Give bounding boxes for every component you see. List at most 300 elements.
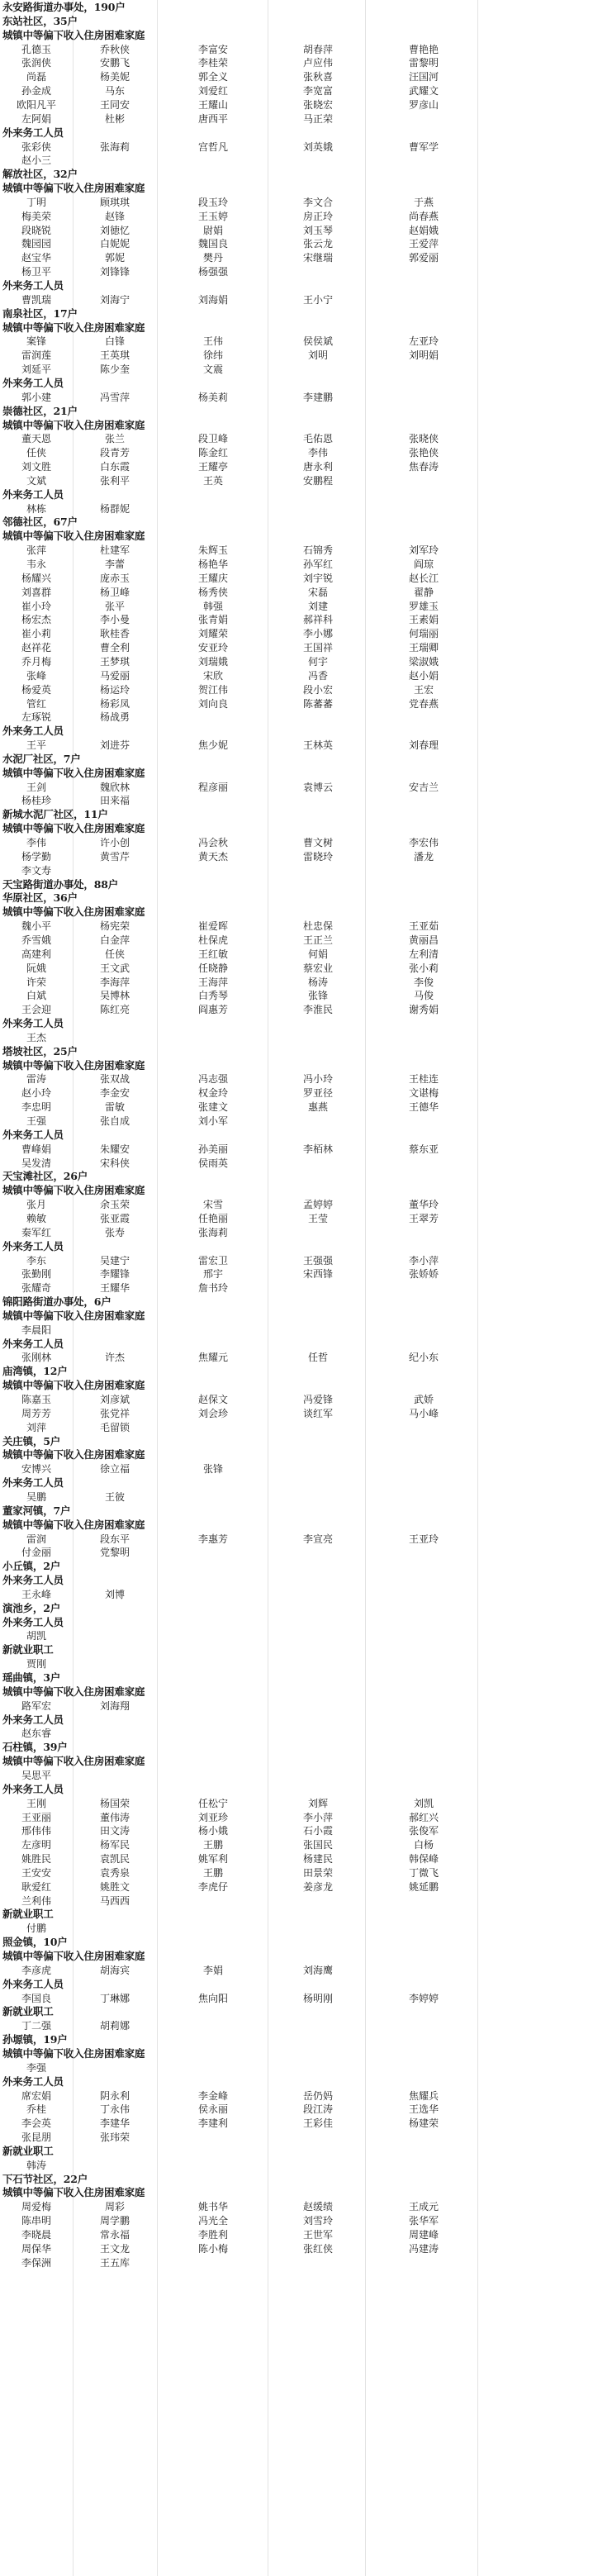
name-cell: 杜建军 — [99, 544, 130, 557]
name-cell: 李金安 — [99, 1087, 130, 1100]
name-cell: 安鹏程 — [302, 474, 333, 487]
section-heading-row — [0, 1504, 593, 1518]
name-cell: 胡莉娜 — [99, 2020, 130, 2032]
name-list-row — [0, 43, 593, 56]
name-cell: 党春燕 — [408, 697, 439, 710]
name-cell: 何宇 — [307, 655, 328, 668]
name-cell: 段玉玲 — [197, 196, 228, 208]
name-cell: 左彦明 — [21, 1839, 51, 1851]
name-list-row — [0, 349, 593, 362]
name-list-row — [0, 363, 593, 376]
name-cell: 吴建宁 — [99, 1254, 130, 1267]
name-cell: 罗彦山 — [408, 98, 439, 111]
name-cell: 李彦虎 — [21, 1964, 51, 1976]
name-cell: 郝红兴 — [408, 1811, 439, 1823]
name-cell: 李文合 — [302, 196, 333, 208]
name-cell: 王瑞卿 — [408, 642, 439, 654]
name-cell: 张利平 — [99, 474, 130, 487]
name-cell: 尚春燕 — [408, 210, 439, 222]
name-cell: 张昆朋 — [21, 2132, 51, 2144]
name-cell: 王亚丽 — [21, 1811, 51, 1823]
name-cell: 杨耀兴 — [21, 572, 51, 584]
section-heading-row — [0, 1184, 593, 1197]
name-cell: 付金丽 — [21, 1547, 51, 1559]
name-list-row — [0, 432, 593, 445]
name-cell: 于燕 — [413, 196, 434, 208]
section-heading-row — [0, 725, 593, 738]
name-cell: 杨美妮 — [99, 71, 130, 83]
name-cell: 张勤刚 — [21, 1268, 51, 1281]
section-heading-row — [0, 2186, 593, 2199]
name-cell: 李俊 — [413, 976, 434, 988]
name-list-row — [0, 948, 593, 961]
name-cell: 王海萍 — [197, 976, 228, 988]
name-cell: 姜彦龙 — [302, 1880, 333, 1893]
section-heading: 外来务工人员 — [2, 1713, 64, 1726]
section-heading-row — [0, 321, 593, 335]
section-heading: 关庄镇，5户 — [2, 1434, 60, 1447]
name-cell: 周保华 — [21, 2242, 51, 2255]
name-cell: 安吉兰 — [408, 781, 439, 793]
name-cell: 宋继瑞 — [302, 252, 333, 264]
section-heading-row — [0, 1950, 593, 1963]
name-cell: 刘明娟 — [408, 349, 439, 362]
section-heading: 锦阳路街道办事处，6户 — [2, 1295, 111, 1309]
name-cell: 孟婷婷 — [302, 1199, 333, 1211]
name-cell: 顾琪琪 — [99, 196, 130, 208]
name-cell: 杨强强 — [197, 266, 228, 278]
name-cell: 白锋 — [104, 335, 125, 348]
name-cell: 姚胜民 — [21, 1853, 51, 1865]
name-cell: 谢秀娟 — [408, 1004, 439, 1016]
name-list-row — [0, 1657, 593, 1671]
name-list-row — [0, 683, 593, 696]
name-cell: 郭全义 — [197, 71, 228, 83]
section-heading: 外来务工人员 — [2, 487, 64, 501]
section-heading: 城镇中等偏下收入住房困难家庭 — [2, 822, 145, 835]
section-heading: 庙湾镇，12户 — [2, 1365, 68, 1378]
name-cell: 崔小莉 — [21, 628, 51, 640]
name-cell: 丁微飞 — [408, 1866, 439, 1879]
name-cell: 武娇 — [413, 1394, 434, 1405]
name-cell: 刘海宁 — [99, 293, 130, 306]
name-list-row — [0, 2131, 593, 2144]
section-heading: 外来务工人员 — [2, 725, 64, 738]
section-heading-row — [0, 1685, 593, 1699]
section-heading: 城镇中等偏下收入住房困难家庭 — [2, 905, 145, 919]
name-cell: 岳仍妈 — [302, 2089, 333, 2102]
name-cell: 冯会秋 — [197, 837, 228, 848]
name-cell: 杨明刚 — [302, 1992, 333, 2004]
section-heading: 石柱镇，39户 — [2, 1741, 68, 1754]
name-cell: 王林英 — [302, 739, 333, 752]
name-cell: 张耀奇 — [21, 1282, 51, 1295]
name-cell: 韩强 — [202, 600, 223, 612]
name-cell: 孙军红 — [302, 558, 333, 570]
name-cell: 谈红军 — [302, 1407, 333, 1419]
name-cell: 王文武 — [99, 962, 130, 974]
name-list-row — [0, 112, 593, 126]
name-cell: 袁博云 — [302, 781, 333, 793]
name-cell: 张亚霞 — [99, 1212, 130, 1224]
name-cell: 王正兰 — [302, 934, 333, 946]
name-cell: 刘军玲 — [408, 544, 439, 557]
name-cell: 任艳丽 — [197, 1212, 228, 1224]
name-cell: 李宏伟 — [408, 837, 439, 848]
name-cell: 刘彦斌 — [99, 1394, 130, 1405]
name-cell: 马俊 — [413, 990, 434, 1002]
section-heading: 邻德社区，67户 — [2, 516, 78, 529]
name-cell: 张华军 — [408, 2215, 439, 2227]
name-cell: 曹凯瑞 — [21, 293, 51, 306]
name-cell: 杨建民 — [302, 1853, 333, 1865]
section-heading-row — [0, 767, 593, 780]
name-cell: 李晓晨 — [21, 2229, 51, 2241]
name-cell: 张晓宏 — [302, 98, 333, 111]
name-cell: 曹文树 — [302, 837, 333, 848]
name-cell: 贺江伟 — [197, 683, 228, 696]
name-list-row — [0, 1880, 593, 1894]
name-cell: 王选华 — [408, 2103, 439, 2116]
name-cell: 冯雪萍 — [99, 391, 130, 403]
name-cell: 宋科侠 — [99, 1157, 130, 1169]
name-cell: 杨桂珍 — [21, 795, 51, 807]
name-cell: 路军宏 — [21, 1699, 51, 1712]
name-cell: 许荣 — [26, 976, 46, 988]
name-cell: 耿爱红 — [21, 1880, 51, 1893]
name-list-row — [0, 1351, 593, 1364]
name-cell: 孙金成 — [21, 85, 51, 97]
section-heading-row — [0, 808, 593, 821]
name-cell: 赖敏 — [26, 1212, 46, 1224]
name-cell: 任哲 — [307, 1352, 328, 1364]
section-heading-row — [0, 516, 593, 529]
name-list-row — [0, 1727, 593, 1740]
name-cell: 庞赤玉 — [99, 572, 130, 584]
name-cell: 石锦秀 — [302, 544, 333, 557]
name-cell: 王文龙 — [99, 2242, 130, 2255]
name-cell: 石小霞 — [302, 1825, 333, 1837]
section-heading: 下石节社区，22户 — [2, 2172, 88, 2185]
name-cell: 李强 — [26, 2061, 46, 2074]
name-cell: 郭小建 — [21, 391, 51, 403]
name-cell: 杨运玲 — [99, 683, 130, 696]
name-list-row — [0, 2256, 593, 2269]
section-heading: 外来务工人员 — [2, 1239, 64, 1252]
name-cell: 梁淑娥 — [408, 655, 439, 668]
name-cell: 邢伟伟 — [21, 1825, 51, 1837]
section-heading: 城镇中等偏下收入住房困难家庭 — [2, 1184, 145, 1197]
section-heading: 演池乡，2户 — [2, 1601, 60, 1614]
name-cell: 张党祥 — [99, 1407, 130, 1419]
section-heading-row — [0, 1574, 593, 1587]
section-heading: 外来务工人员 — [2, 1017, 64, 1030]
name-list-row — [0, 460, 593, 473]
name-cell: 程彦丽 — [197, 781, 228, 793]
name-cell: 宋雪 — [202, 1199, 223, 1211]
name-cell: 武耀文 — [408, 85, 439, 97]
name-cell: 安亚玲 — [197, 642, 228, 654]
name-cell: 杨建荣 — [408, 2117, 439, 2130]
name-cell: 杨爱英 — [21, 683, 51, 696]
name-cell: 王刚 — [26, 1797, 46, 1809]
name-cell: 王德华 — [408, 1101, 439, 1114]
name-list-row — [0, 1769, 593, 1782]
name-cell: 张峰 — [26, 669, 46, 682]
name-cell: 刘瑞娥 — [197, 655, 228, 668]
name-cell: 文谌梅 — [408, 1087, 439, 1100]
name-cell: 毛留锁 — [99, 1421, 130, 1433]
name-cell: 林栋 — [26, 502, 46, 515]
name-cell: 王玉婷 — [197, 210, 228, 222]
section-heading: 外来务工人员 — [2, 1128, 64, 1141]
name-cell: 王五库 — [99, 2256, 130, 2269]
section-heading-row — [0, 1519, 593, 1532]
name-list-row — [0, 1462, 593, 1476]
name-cell: 刘博 — [104, 1588, 125, 1600]
name-cell: 蔡东亚 — [408, 1143, 439, 1155]
section-heading-row — [0, 2005, 593, 2018]
name-cell: 权金玲 — [197, 1087, 228, 1100]
name-cell: 黄丽昌 — [408, 934, 439, 946]
section-heading: 城镇中等偏下收入住房困难家庭 — [2, 321, 145, 334]
section-heading-row — [0, 377, 593, 390]
name-cell: 李胜利 — [197, 2229, 228, 2241]
name-cell: 焦耀兵 — [408, 2089, 439, 2102]
name-cell: 赵娟娥 — [408, 224, 439, 236]
name-list-row — [0, 794, 593, 807]
name-cell: 张平 — [104, 600, 125, 612]
name-cell: 董伟涛 — [99, 1811, 130, 1823]
name-list-row — [0, 237, 593, 250]
name-cell: 陈少奎 — [99, 364, 130, 376]
name-list-row — [0, 1852, 593, 1865]
name-list-row — [0, 1226, 593, 1239]
name-cell: 李宽富 — [302, 85, 333, 97]
name-cell: 张俊军 — [408, 1825, 439, 1837]
name-cell: 李伟 — [307, 447, 328, 459]
name-cell: 蔡宏业 — [302, 962, 333, 974]
name-cell: 张自成 — [99, 1115, 130, 1127]
name-cell: 刘延平 — [21, 364, 51, 376]
section-heading-row — [0, 1602, 593, 1615]
section-heading-row — [0, 905, 593, 919]
name-cell: 赵祥花 — [21, 642, 51, 654]
name-list-row — [0, 224, 593, 237]
section-heading: 城镇中等偏下收入住房困难家庭 — [2, 2046, 145, 2060]
name-cell: 段东平 — [99, 1533, 130, 1545]
name-cell: 段江涛 — [302, 2103, 333, 2116]
name-cell: 王剑 — [26, 781, 46, 793]
name-cell: 王平 — [26, 739, 46, 752]
name-cell: 雷黎明 — [408, 57, 439, 69]
name-list-row — [0, 84, 593, 97]
name-cell: 冯建涛 — [408, 2242, 439, 2255]
name-cell: 张青娟 — [197, 614, 228, 626]
name-cell: 王小宁 — [302, 293, 333, 306]
name-cell: 罗雄玉 — [408, 600, 439, 612]
name-cell: 唐西平 — [197, 112, 228, 125]
name-cell: 王翠芳 — [408, 1212, 439, 1224]
section-heading-row — [0, 2145, 593, 2158]
name-cell: 曹全利 — [99, 642, 130, 654]
section-heading-row — [0, 1059, 593, 1072]
name-cell: 乔雪娥 — [21, 934, 51, 946]
name-cell: 王鹏 — [202, 1839, 223, 1851]
section-heading-row — [0, 1741, 593, 1754]
name-cell: 冯香 — [307, 669, 328, 682]
name-cell: 张玮荣 — [99, 2132, 130, 2144]
section-heading: 城镇中等偏下收入住房困难家庭 — [2, 1309, 145, 1322]
name-cell: 张锋 — [307, 990, 328, 1002]
name-cell: 案锋 — [26, 335, 46, 348]
name-cell: 刘亚珍 — [197, 1811, 228, 1823]
name-cell: 李婷婷 — [408, 1992, 439, 2004]
name-cell: 杨艳华 — [197, 558, 228, 570]
name-cell: 韩保峰 — [408, 1853, 439, 1865]
name-list-row — [0, 1003, 593, 1016]
name-cell: 张海莉 — [197, 1226, 228, 1238]
section-heading: 外来务工人员 — [2, 1615, 64, 1628]
section-heading: 城镇中等偏下收入住房困难家庭 — [2, 1518, 145, 1531]
name-cell: 刘明 — [307, 349, 328, 362]
section-heading-row — [0, 1755, 593, 1768]
name-list-row — [0, 210, 593, 223]
name-cell: 董华玲 — [408, 1199, 439, 1211]
name-cell: 胡春萍 — [302, 43, 333, 55]
section-heading: 城镇中等偏下收入住房困难家庭 — [2, 1950, 145, 1962]
name-cell: 邢宇 — [202, 1268, 223, 1281]
name-cell: 高建利 — [21, 948, 51, 960]
name-cell: 张秋喜 — [302, 71, 333, 83]
name-list-row — [0, 669, 593, 682]
name-cell: 刘小军 — [197, 1115, 228, 1127]
name-cell: 吴博林 — [99, 990, 130, 1002]
section-heading-row — [0, 419, 593, 432]
name-cell: 段晓锐 — [21, 224, 51, 236]
name-cell: 席宏娟 — [21, 2089, 51, 2102]
section-heading-row — [0, 1017, 593, 1030]
name-cell: 杜忠保 — [302, 920, 333, 933]
section-heading: 永安路街道办事处，190户 — [2, 1, 126, 13]
name-cell: 侯侯斌 — [302, 335, 333, 348]
section-heading-row — [0, 1309, 593, 1323]
section-heading: 塔坡社区，25户 — [2, 1044, 78, 1057]
name-cell: 宋西锋 — [302, 1268, 333, 1281]
name-cell: 陈金红 — [197, 447, 228, 459]
name-cell: 惠燕 — [307, 1101, 328, 1114]
name-cell: 魏园园 — [21, 238, 51, 250]
name-cell: 黄天杰 — [197, 850, 228, 863]
name-list-row — [0, 1922, 593, 1935]
name-cell: 张建文 — [197, 1101, 228, 1114]
name-cell: 马正荣 — [302, 112, 333, 125]
name-cell: 白秀琴 — [197, 990, 228, 1002]
name-cell: 梅美荣 — [21, 210, 51, 222]
name-list-row — [0, 976, 593, 989]
name-cell: 胡凯 — [26, 1630, 46, 1642]
section-heading: 华原社区，36户 — [2, 891, 78, 905]
name-cell: 雷涛 — [26, 1073, 46, 1086]
name-cell: 周彩 — [104, 2201, 125, 2213]
name-cell: 张刚林 — [21, 1352, 51, 1364]
name-cell: 李小曼 — [99, 614, 130, 626]
name-list-row — [0, 391, 593, 404]
name-cell: 任松宁 — [197, 1797, 228, 1809]
name-cell: 李淮民 — [302, 1004, 333, 1016]
name-cell: 李保洲 — [21, 2256, 51, 2269]
name-cell: 任侠 — [104, 948, 125, 960]
name-cell: 左琢锐 — [21, 711, 51, 724]
name-cell: 赵锋 — [104, 210, 125, 222]
name-cell: 刘徳忆 — [99, 224, 130, 236]
name-cell: 周芳芳 — [21, 1407, 51, 1419]
name-cell: 朱辉玉 — [197, 544, 228, 557]
name-list-row — [0, 1281, 593, 1295]
name-cell: 李蕾 — [104, 558, 125, 570]
name-list-row — [0, 586, 593, 599]
name-list-row — [0, 1143, 593, 1156]
name-cell: 张红侠 — [302, 2242, 333, 2255]
name-cell: 刘耀荣 — [197, 628, 228, 640]
section-heading: 照金镇，10户 — [2, 1936, 68, 1949]
name-cell: 左利清 — [408, 948, 439, 960]
name-list-row — [0, 558, 593, 571]
name-list-row — [0, 154, 593, 167]
name-list-row — [0, 98, 593, 112]
name-cell: 丁永伟 — [99, 2103, 130, 2116]
name-cell: 刘进芬 — [99, 739, 130, 752]
name-cell: 汪国河 — [408, 71, 439, 83]
section-heading-row — [0, 2075, 593, 2089]
name-cell: 白妮妮 — [99, 238, 130, 250]
name-cell: 安博兴 — [21, 1463, 51, 1476]
name-cell: 田文涛 — [99, 1825, 130, 1837]
name-list-row — [0, 1086, 593, 1100]
section-heading: 外来务工人员 — [2, 2075, 64, 2088]
name-cell: 赵宝华 — [21, 252, 51, 264]
name-cell: 焦春涛 — [408, 461, 439, 473]
name-cell: 李伟 — [26, 837, 46, 848]
name-cell: 阴永利 — [99, 2089, 130, 2102]
name-cell: 杨国荣 — [99, 1797, 130, 1809]
name-cell: 许小创 — [99, 837, 130, 848]
name-cell: 徐纬 — [202, 349, 223, 362]
name-cell: 李宣亮 — [302, 1533, 333, 1545]
name-cell: 冯小玲 — [302, 1073, 333, 1086]
name-list-row — [0, 655, 593, 668]
name-list-row — [0, 989, 593, 1002]
name-cell: 张锋 — [202, 1463, 223, 1476]
name-cell: 王亚玲 — [408, 1533, 439, 1545]
name-cell: 李小萍 — [408, 1254, 439, 1267]
name-cell: 王强 — [26, 1115, 46, 1127]
name-list-row — [0, 697, 593, 711]
section-heading: 城镇中等偏下收入住房困难家庭 — [2, 1448, 145, 1461]
name-list-row — [0, 613, 593, 626]
name-cell: 刘辉 — [307, 1797, 328, 1809]
name-cell: 曹军学 — [408, 140, 439, 153]
section-heading: 城镇中等偏下收入住房困难家庭 — [2, 1379, 145, 1392]
name-list-row — [0, 502, 593, 516]
name-list-row — [0, 1100, 593, 1114]
section-heading-row — [0, 1129, 593, 1142]
name-list-row — [0, 70, 593, 83]
name-cell: 杨学勤 — [21, 850, 51, 863]
name-list-row — [0, 2159, 593, 2172]
section-heading-row — [0, 1170, 593, 1183]
name-cell: 阎惠芳 — [197, 1004, 228, 1016]
